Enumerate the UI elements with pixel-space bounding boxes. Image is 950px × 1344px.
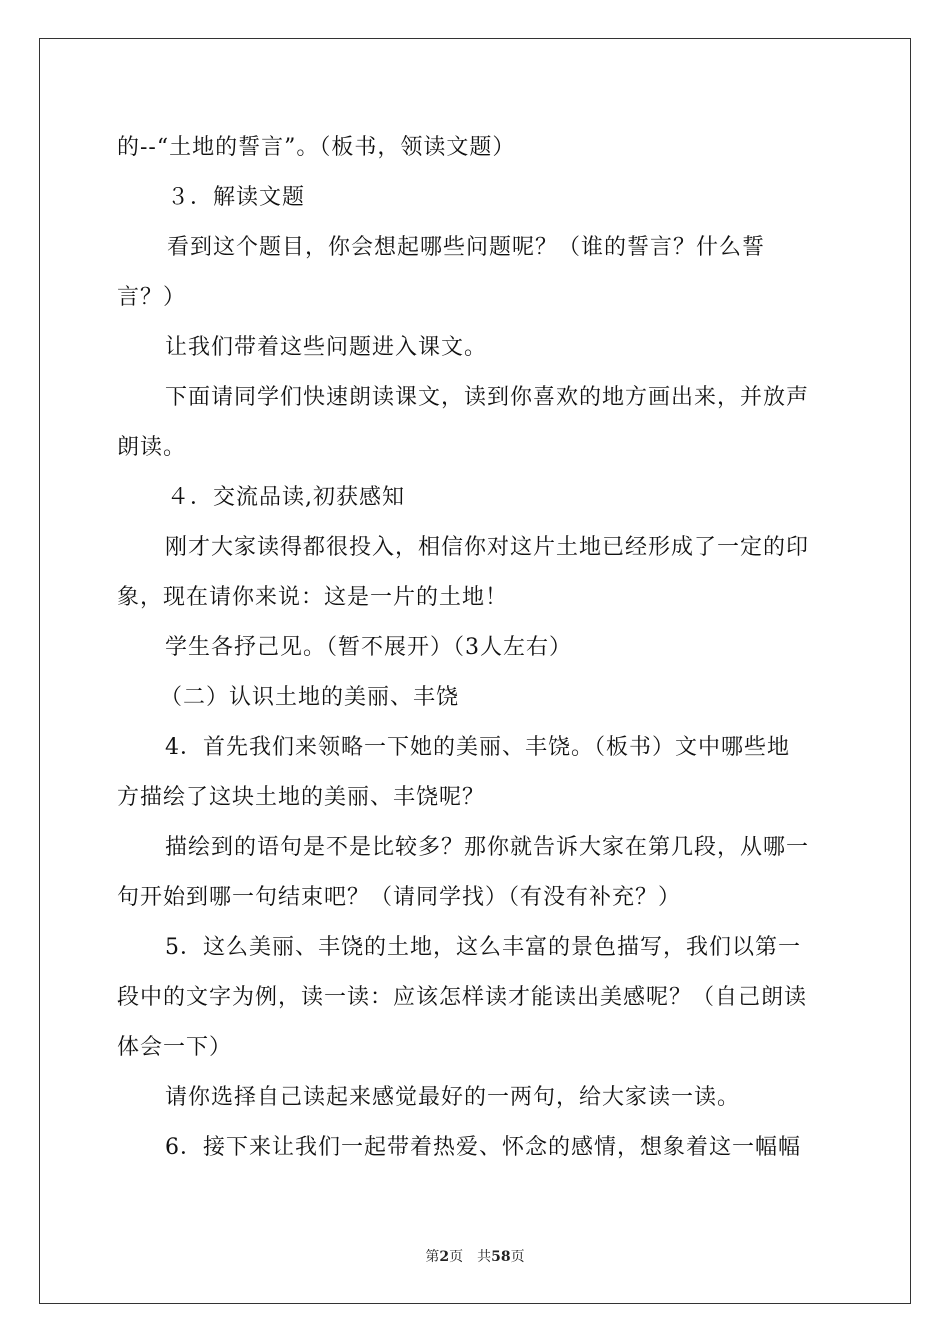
- text-line-19: 体会一下）: [117, 1035, 233, 1060]
- page-border: [39, 38, 911, 1304]
- text-line-20: 请你选择自己读起来感觉最好的一两句，给大家读一读。: [165, 1085, 741, 1110]
- footer-page-prefix: 第: [425, 1249, 440, 1265]
- text-line-13: 4．首先我们来领略一下她的美丽、丰饶。（板书）文中哪些地: [165, 735, 790, 760]
- text-line-9: 刚才大家读得都很投入，相信你对这片土地已经形成了一定的印: [165, 535, 810, 560]
- text-line-18: 段中的文字为例，读一读：应该怎样读才能读出美感呢？（自己朗读: [117, 985, 808, 1010]
- footer-page-suffix: 页: [449, 1249, 464, 1265]
- text-line-12: （二）认识土地的美丽、丰饶: [160, 685, 460, 710]
- text-line-17: 5．这么美丽、丰饶的土地，这么丰富的景色描写，我们以第一: [165, 935, 801, 960]
- footer-total-suffix: 页: [510, 1249, 525, 1265]
- text-line-4: 言？）: [117, 285, 187, 310]
- text-line-8: ４．交流品读,初获感知: [167, 485, 405, 510]
- text-line-21: 6．接下来让我们一起带着热爱、怀念的感情，想象着这一幅幅: [165, 1135, 801, 1160]
- text-line-10: 象，现在请你来说：这是一片的土地！: [117, 585, 509, 610]
- text-line-6: 下面请同学们快速朗读课文，读到你喜欢的地方画出来，并放声: [165, 385, 810, 410]
- text-line-16: 句开始到哪一句结束吧？（请同学找）（有没有补充？）: [117, 885, 682, 910]
- text-line-7: 朗读。: [117, 435, 187, 460]
- text-line-3: 看到这个题目，你会想起哪些问题呢？（谁的誓言？什么誓: [167, 235, 766, 260]
- footer-total-number: 58: [491, 1249, 511, 1265]
- text-line-11: 学生各抒己见。（暂不展开）（3人左右）: [165, 635, 572, 660]
- text-line-15: 描绘到的语句是不是比较多？那你就告诉大家在第几段，从哪一: [165, 835, 810, 860]
- text-line-14: 方描绘了这块土地的美丽、丰饶呢？: [117, 785, 486, 810]
- page-footer: [0, 1246, 950, 1266]
- footer-page-number: 2: [439, 1249, 450, 1265]
- text-line-1: 的--“土地的誓言”。（板书，领读文题）: [117, 135, 516, 160]
- text-line-5: 让我们带着这些问题进入课文。: [165, 335, 488, 360]
- footer-total-prefix: 共: [477, 1249, 492, 1265]
- text-line-2: ３．解读文题: [167, 185, 306, 210]
